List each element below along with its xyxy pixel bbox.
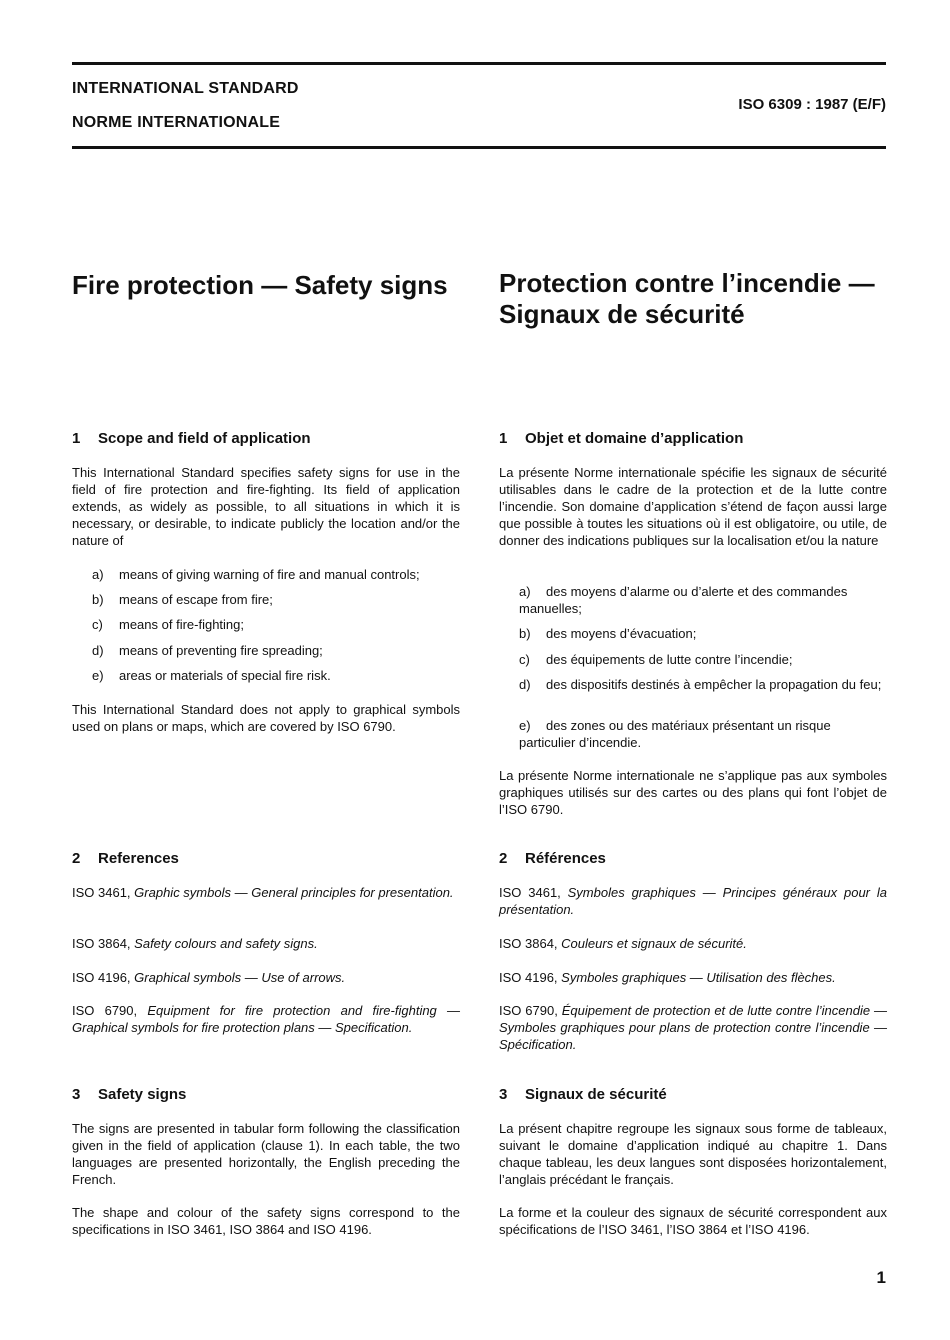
reference-title: Symboles graphiques — Utilisation des flèches. bbox=[561, 970, 836, 985]
standard-label-en: INTERNATIONAL STANDARD bbox=[72, 80, 299, 97]
standard-label-fr: NORME INTERNATIONALE bbox=[72, 114, 281, 131]
standard-reference: ISO 6309 : 1987 (E/F) bbox=[738, 96, 886, 113]
document-title-fr-line2: Signaux de sécurité bbox=[499, 299, 745, 329]
reference-item bbox=[72, 884, 460, 901]
list-item-text: des moyens d’évacuation; bbox=[546, 626, 697, 641]
list-item-label: e) bbox=[519, 718, 531, 733]
reference-code: ISO 6790, bbox=[499, 1003, 558, 1018]
section-number: 1 bbox=[499, 430, 508, 447]
reference-title: Graphical symbols — Use of arrows. bbox=[134, 970, 346, 985]
section-2-heading-fr bbox=[499, 850, 606, 868]
section-3-heading-fr bbox=[499, 1086, 667, 1104]
list-item-label: c) bbox=[519, 652, 530, 667]
section-3-paragraph-1-fr: La présent chapitre regroupe les signaux sous forme de tableaux, suivant le domaine d’application indiqué au chapitre 1. Dans chaque tableau, les deux langues sont disposées horizontalement, l’anglais précédant le français. bbox=[499, 1121, 887, 1187]
section-title: Scope and field of application bbox=[98, 430, 311, 447]
page-number: 1 bbox=[876, 1268, 886, 1287]
list-item-label: d) bbox=[92, 643, 104, 658]
list-item-text: des dispositifs destinés à empêcher la propagation du feu; bbox=[546, 677, 882, 692]
list-item-text: means of escape from fire; bbox=[119, 592, 273, 607]
reference-item bbox=[499, 884, 887, 918]
section-1-heading-en bbox=[72, 430, 311, 448]
reference-code: ISO 3864, bbox=[499, 936, 558, 951]
list-item-label: d) bbox=[519, 677, 531, 692]
reference-item bbox=[72, 969, 460, 986]
list-item bbox=[519, 717, 885, 751]
list-item bbox=[92, 616, 458, 633]
document-title-en: Fire protection — Safety signs bbox=[72, 270, 448, 300]
section-3-paragraph-1-en: The signs are presented in tabular form following the classification given in the field of application (clause 1). In each table, the two languages are presented horizontally, the English preceding the French. bbox=[72, 1121, 460, 1187]
list-item-text: des zones ou des matériaux présentant un risque particulier d’incendie. bbox=[519, 718, 831, 750]
list-item bbox=[92, 591, 458, 608]
reference-item bbox=[499, 969, 887, 986]
list-item-text: areas or materials of special fire risk. bbox=[119, 668, 331, 683]
reference-code: ISO 4196, bbox=[499, 970, 558, 985]
section-title: Safety signs bbox=[98, 1086, 187, 1103]
reference-item bbox=[72, 935, 460, 952]
section-title: Références bbox=[525, 850, 606, 867]
list-item-label: c) bbox=[92, 617, 103, 632]
document-title-fr-line1: Protection contre l’incendie — bbox=[499, 268, 875, 298]
section-1-heading-fr bbox=[499, 430, 743, 448]
section-1-outro-fr: La présente Norme internationale ne s’applique pas aux symboles graphiques utilisés sur des cartes ou des plans qui font l’objet de l’ISO 6790. bbox=[499, 768, 887, 817]
reference-code: ISO 3461, bbox=[72, 885, 131, 900]
list-item-text: means of fire-fighting; bbox=[119, 617, 245, 632]
reference-code: ISO 3461, bbox=[499, 885, 561, 900]
list-item bbox=[92, 667, 458, 684]
section-title: Signaux de sécurité bbox=[525, 1086, 667, 1103]
reference-item bbox=[499, 1002, 887, 1053]
section-title: Objet et domaine d’application bbox=[525, 430, 744, 447]
list-item-label: b) bbox=[92, 592, 104, 607]
list-item bbox=[92, 566, 458, 583]
list-item-label: e) bbox=[92, 668, 104, 683]
reference-code: ISO 3864, bbox=[72, 936, 131, 951]
section-1-intro-fr: La présente Norme internationale spécifie les signaux de sécurité utilisables dans le cadre de la protection et de la lutte contre l’incendie. Son domaine d’application s’étend de façon aussi large que possible à toutes les situations où il est obligatoire, ou utile, de donner des indications publiques sur la localisation et/ou la nature bbox=[499, 465, 887, 548]
reference-code: ISO 6790, bbox=[72, 1003, 138, 1018]
section-title: References bbox=[98, 850, 179, 867]
reference-title: Equipment for fire protection and fire-fighting — Graphical symbols for fire protection plans — Specification. bbox=[72, 1003, 460, 1035]
list-item-text: des équipements de lutte contre l’incendie; bbox=[546, 652, 793, 667]
reference-title: Équipement de protection et de lutte contre l’incendie — Symboles graphiques pour plans de protection contre l’incendie — Spécification. bbox=[499, 1003, 887, 1052]
list-item-text: des moyens d’alarme ou d’alerte et des commandes manuelles; bbox=[519, 584, 848, 616]
reference-item bbox=[72, 1002, 460, 1036]
section-2-heading-en bbox=[72, 850, 179, 868]
reference-title: Symboles graphiques — Principes généraux pour la présentation. bbox=[499, 885, 887, 917]
list-item-text: means of giving warning of fire and manual controls; bbox=[119, 567, 420, 582]
section-number: 3 bbox=[499, 1086, 508, 1103]
reference-code: ISO 4196, bbox=[72, 970, 131, 985]
section-3-paragraph-2-fr: La forme et la couleur des signaux de sécurité correspondent aux spécifications de l’ISO 3461, l’ISO 3864 et l’ISO 4196. bbox=[499, 1205, 887, 1237]
list-item-label: b) bbox=[519, 626, 531, 641]
section-3-heading-en bbox=[72, 1086, 186, 1104]
header-bottom-rule bbox=[72, 146, 886, 149]
reference-title: Graphic symbols — General principles for presentation. bbox=[134, 885, 454, 900]
document-title-fr bbox=[499, 268, 899, 330]
list-item-label: a) bbox=[519, 584, 531, 599]
list-item-text: means of preventing fire spreading; bbox=[119, 643, 323, 658]
list-item bbox=[519, 651, 885, 668]
list-item-label: a) bbox=[92, 567, 104, 582]
reference-item bbox=[499, 935, 887, 952]
section-number: 2 bbox=[499, 850, 508, 867]
top-rule bbox=[72, 62, 886, 65]
section-number: 2 bbox=[72, 850, 81, 867]
section-1-intro-en: This International Standard specifies safety signs for use in the field of fire protection and fire-fighting. Its field of application extends, as widely as possible, to all situations in which it is necessary, or desirable, to indicate publicly the location and/or the nature of bbox=[72, 465, 460, 548]
section-1-outro-en: This International Standard does not apply to graphical symbols used on plans or maps, which are covered by ISO 6790. bbox=[72, 702, 460, 734]
list-item bbox=[519, 583, 885, 617]
reference-title: Couleurs et signaux de sécurité. bbox=[561, 936, 747, 951]
reference-title: Safety colours and safety signs. bbox=[134, 936, 318, 951]
section-number: 1 bbox=[72, 430, 81, 447]
list-item bbox=[519, 676, 885, 693]
section-3-paragraph-2-en: The shape and colour of the safety signs correspond to the specifications in ISO 3461, ISO 3864 and ISO 4196. bbox=[72, 1205, 460, 1237]
list-item bbox=[519, 625, 885, 642]
list-item bbox=[92, 642, 458, 659]
section-number: 3 bbox=[72, 1086, 81, 1103]
